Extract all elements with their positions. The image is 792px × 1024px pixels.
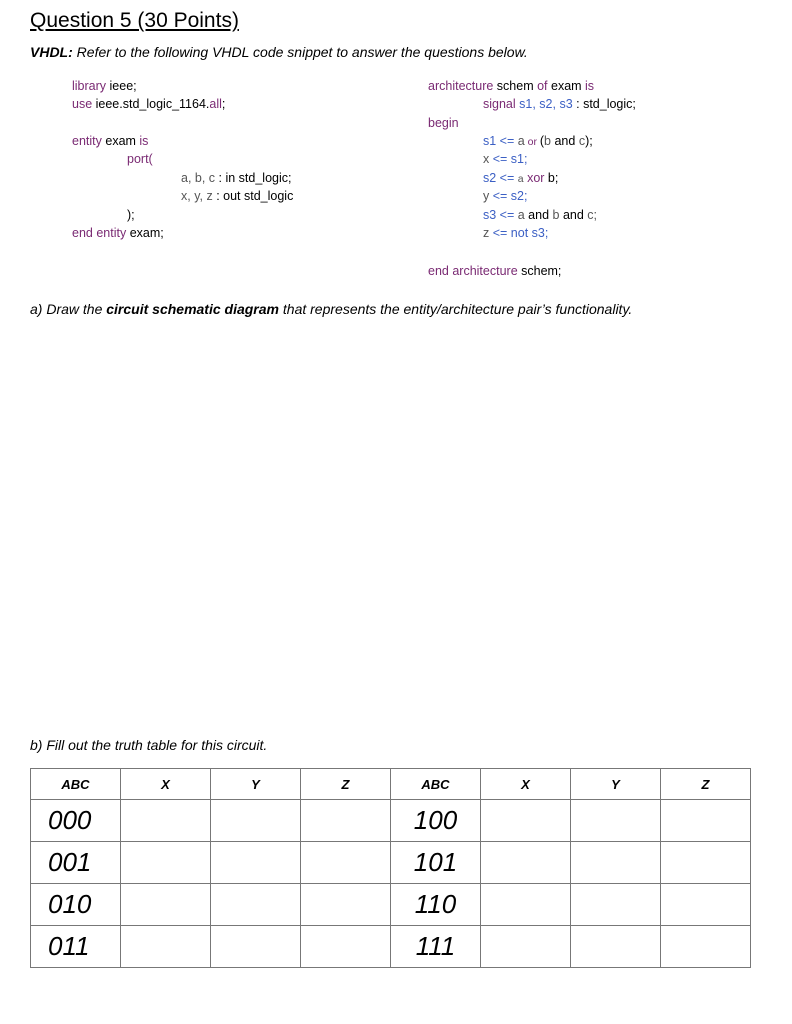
assign-s2-line bbox=[483, 169, 558, 188]
header-z: Z bbox=[661, 769, 751, 800]
code-text: x bbox=[483, 152, 490, 166]
assign-s3-line bbox=[483, 206, 597, 224]
code-text: y bbox=[483, 189, 490, 203]
answer-cell-z[interactable] bbox=[661, 926, 751, 968]
keyword: entity bbox=[92, 226, 127, 240]
end-architecture-line bbox=[428, 262, 561, 280]
answer-cell-x[interactable] bbox=[121, 842, 211, 884]
code-text: c; bbox=[587, 208, 598, 222]
answer-cell-y[interactable] bbox=[571, 842, 661, 884]
code-text: ( bbox=[539, 134, 545, 148]
question-title: Question 5 (30 Points) bbox=[30, 9, 239, 32]
header-y: Y bbox=[211, 769, 301, 800]
header-z: Z bbox=[301, 769, 391, 800]
code-text: s3 <= bbox=[483, 208, 518, 222]
code-text: a bbox=[517, 173, 524, 185]
answer-cell-x[interactable] bbox=[481, 884, 571, 926]
answer-cell-x[interactable] bbox=[481, 800, 571, 842]
answer-cell-z[interactable] bbox=[301, 842, 391, 884]
input-ports-line bbox=[181, 169, 291, 187]
assign-y-line bbox=[483, 187, 527, 205]
code-text: and bbox=[559, 208, 588, 222]
answer-cell-z[interactable] bbox=[301, 800, 391, 842]
keyword: of bbox=[537, 79, 548, 93]
signal-line bbox=[483, 95, 636, 113]
answer-cell-x[interactable] bbox=[121, 926, 211, 968]
code-text: b; bbox=[547, 171, 559, 185]
answer-cell-z[interactable] bbox=[661, 884, 751, 926]
answer-cell-y[interactable] bbox=[571, 884, 661, 926]
assign-z-line bbox=[483, 224, 548, 242]
port-close-line: ); bbox=[127, 208, 135, 222]
part-a-question bbox=[30, 301, 632, 317]
keyword: signal bbox=[483, 97, 516, 111]
code-text: s1 <= bbox=[483, 134, 518, 148]
input-cell: 000 bbox=[31, 800, 121, 842]
input-cell: 010 bbox=[31, 884, 121, 926]
table-row bbox=[31, 800, 751, 842]
header-y: Y bbox=[571, 769, 661, 800]
answer-cell-x[interactable] bbox=[481, 842, 571, 884]
input-cell: 111 bbox=[391, 926, 481, 968]
code-text: exam; bbox=[126, 226, 164, 240]
code-text: exam bbox=[547, 79, 586, 93]
answer-cell-x[interactable] bbox=[121, 800, 211, 842]
begin-line: begin bbox=[428, 116, 459, 130]
part-a-suffix: that represents the entity/architecture pair’s functionality. bbox=[279, 301, 633, 317]
code-text: ); bbox=[585, 134, 593, 148]
answer-cell-y[interactable] bbox=[571, 800, 661, 842]
keyword: xor bbox=[523, 171, 548, 185]
code-text: and bbox=[524, 208, 553, 222]
question-subtitle bbox=[30, 44, 528, 60]
code-text: : std_logic; bbox=[572, 97, 636, 111]
port-line: port( bbox=[127, 152, 153, 166]
keyword: is bbox=[139, 134, 149, 148]
code-text: ieee; bbox=[106, 79, 137, 93]
code-text: : in std_logic; bbox=[215, 171, 292, 185]
code-text: <= not s3; bbox=[489, 226, 549, 240]
input-cell: 101 bbox=[391, 842, 481, 884]
code-text: a bbox=[517, 134, 525, 148]
code-text: exam bbox=[101, 134, 140, 148]
part-b-question: b) Fill out the truth table for this circuit. bbox=[30, 737, 268, 753]
output-ports-line bbox=[181, 187, 293, 205]
header-x: X bbox=[481, 769, 571, 800]
keyword: all bbox=[209, 97, 222, 111]
answer-cell-z[interactable] bbox=[661, 800, 751, 842]
answer-cell-z[interactable] bbox=[661, 842, 751, 884]
code-text: schem; bbox=[517, 264, 562, 278]
keyword: use bbox=[72, 97, 93, 111]
subtitle-vhdl-label: VHDL: bbox=[30, 44, 73, 60]
keyword: entity bbox=[72, 134, 102, 148]
assign-s1-line bbox=[483, 132, 593, 151]
code-text: : out std_logic bbox=[212, 189, 294, 203]
keyword: architecture bbox=[428, 79, 494, 93]
answer-cell-x[interactable] bbox=[481, 926, 571, 968]
code-text: x, y, z bbox=[181, 189, 213, 203]
table-row bbox=[31, 884, 751, 926]
table-row bbox=[31, 842, 751, 884]
input-cell: 110 bbox=[391, 884, 481, 926]
header-abc: ABC bbox=[31, 769, 121, 800]
keyword: library bbox=[72, 79, 107, 93]
truth-table bbox=[30, 768, 751, 968]
library-line bbox=[72, 77, 225, 95]
answer-cell-z[interactable] bbox=[301, 884, 391, 926]
assign-x-line bbox=[483, 150, 527, 168]
code-text: <= s2; bbox=[489, 189, 528, 203]
table-row bbox=[31, 926, 751, 968]
code-text: c bbox=[578, 134, 586, 148]
answer-cell-y[interactable] bbox=[211, 800, 301, 842]
input-cell: 011 bbox=[31, 926, 121, 968]
answer-cell-y[interactable] bbox=[211, 884, 301, 926]
entity-declaration-line bbox=[72, 132, 148, 150]
code-text: s2 <= bbox=[483, 171, 518, 185]
answer-cell-x[interactable] bbox=[121, 884, 211, 926]
end-entity-line bbox=[72, 224, 164, 242]
table-header-row bbox=[31, 769, 751, 800]
code-text: schem bbox=[493, 79, 538, 93]
header-x: X bbox=[121, 769, 211, 800]
architecture-line bbox=[428, 77, 594, 95]
code-text: a, b, c bbox=[181, 171, 216, 185]
input-cell: 001 bbox=[31, 842, 121, 884]
keyword: or bbox=[524, 136, 540, 148]
answer-cell-y[interactable] bbox=[211, 926, 301, 968]
code-text: ; bbox=[221, 97, 226, 111]
answer-cell-z[interactable] bbox=[301, 926, 391, 968]
keyword: end bbox=[72, 226, 93, 240]
part-a-bold: circuit schematic diagram bbox=[106, 301, 279, 317]
code-text: z bbox=[483, 226, 490, 240]
code-text: <= s1; bbox=[489, 152, 528, 166]
keyword: is bbox=[585, 79, 595, 93]
answer-cell-y[interactable] bbox=[571, 926, 661, 968]
keyword: end bbox=[428, 264, 449, 278]
code-text: s1, s2, s3 bbox=[515, 97, 573, 111]
answer-cell-y[interactable] bbox=[211, 842, 301, 884]
entity-code-block bbox=[72, 77, 225, 113]
code-text: b bbox=[552, 208, 560, 222]
keyword: architecture bbox=[448, 264, 518, 278]
part-a-prefix: a) Draw the bbox=[30, 301, 107, 317]
code-text: a bbox=[517, 208, 525, 222]
header-abc: ABC bbox=[391, 769, 481, 800]
code-text: and bbox=[551, 134, 579, 148]
input-cell: 100 bbox=[391, 800, 481, 842]
code-text: b bbox=[544, 134, 551, 148]
code-text: ieee.std_logic_1164. bbox=[92, 97, 210, 111]
subtitle-text: Refer to the following VHDL code snippet to answer the questions below. bbox=[72, 44, 528, 60]
use-line bbox=[72, 95, 225, 113]
